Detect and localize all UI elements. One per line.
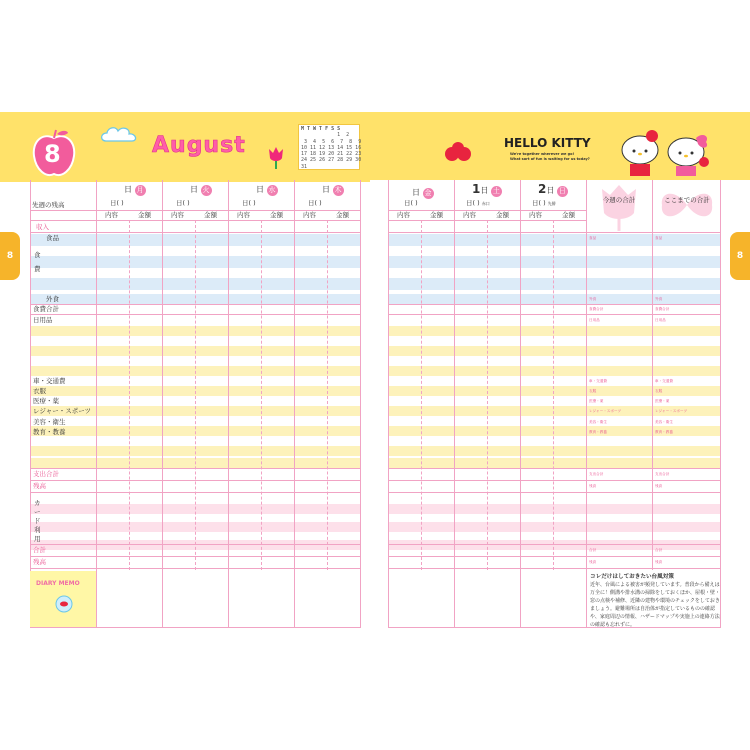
row-bg <box>388 504 720 514</box>
calendar-week: 3 4 5 6 7 8 9 <box>301 138 362 145</box>
side-label: 医療・薬 <box>589 399 604 403</box>
content-label: 内容 <box>529 211 542 219</box>
category-label: 医療・薬 <box>33 397 59 405</box>
row-bg <box>388 386 720 396</box>
border <box>96 180 97 628</box>
amount-label: 金額 <box>430 211 443 219</box>
side-label: 支出合計 <box>589 472 604 476</box>
hline <box>388 468 720 469</box>
hline <box>388 314 720 315</box>
category-label: レジャー・スポーツ <box>33 407 91 415</box>
side-label: 合計 <box>655 548 663 552</box>
side-label: 衣服 <box>589 389 597 393</box>
calendar-header: M T W T F S S <box>301 126 341 132</box>
side-label: レジャー・スポーツ <box>655 409 688 413</box>
row-bg <box>388 446 720 456</box>
calendar-week: 1 2 <box>301 132 350 139</box>
balance-label: 残高 <box>33 558 46 566</box>
amount-label: 金額 <box>204 211 217 219</box>
hline <box>30 492 360 493</box>
border <box>520 180 521 628</box>
border <box>360 180 361 628</box>
date-field[interactable]: 日( ) <box>242 199 256 207</box>
divider <box>487 220 488 570</box>
day-header: 日 木 <box>322 185 342 194</box>
calendar-week: 17 18 19 20 21 22 23 <box>301 151 362 158</box>
side-label: 残高 <box>655 484 663 488</box>
side-label: 車・交通費 <box>655 379 673 383</box>
content-label: 内容 <box>237 211 250 219</box>
hline <box>30 480 360 481</box>
day-header: 日 月 <box>124 185 144 194</box>
hline <box>30 232 360 233</box>
day-header: 日 火 <box>190 185 210 194</box>
row-bg <box>388 522 720 532</box>
expense-total-label: 支出合計 <box>33 470 59 478</box>
food-label: 食品 <box>46 234 59 242</box>
date-field[interactable]: 日( ) 赤口 <box>466 199 490 207</box>
side-label: 教育・教養 <box>655 430 673 434</box>
month-number: 8 <box>44 140 61 168</box>
brand-title: HELLO KITTY <box>504 136 591 150</box>
content-label: 内容 <box>463 211 476 219</box>
amount-label: 金額 <box>562 211 575 219</box>
border <box>228 180 229 628</box>
hline <box>388 568 720 569</box>
category-label: 日用品 <box>33 316 53 324</box>
category-label: 衣服 <box>33 387 46 395</box>
month-name: August <box>152 133 246 158</box>
side-label: 衣服 <box>655 389 663 393</box>
month-tab-right[interactable]: 8 <box>730 232 750 280</box>
divider <box>195 220 196 570</box>
date-field[interactable]: 日( ) 先勝 <box>532 199 556 207</box>
divider <box>553 220 554 570</box>
border <box>294 180 295 628</box>
hline <box>388 304 720 305</box>
hline <box>30 544 360 545</box>
row-bg <box>388 366 720 376</box>
day-header: 日 金 <box>412 188 432 197</box>
food-total-label: 食費合計 <box>33 305 59 313</box>
day-header: 2日 日 <box>538 182 566 196</box>
day-header: 1日 土 <box>472 182 500 196</box>
side-label: 教育・教養 <box>589 430 607 434</box>
content-label: 内容 <box>171 211 184 219</box>
amount-label: 金額 <box>496 211 509 219</box>
row-bg <box>388 256 720 268</box>
divider <box>261 220 262 570</box>
row-bg <box>388 346 720 356</box>
side-label: 車・交通費 <box>589 379 607 383</box>
side-label: 食費合計 <box>655 307 670 311</box>
border <box>652 180 653 570</box>
weekly-total-header: 今週の合計 <box>602 196 636 204</box>
amount-label: 金額 <box>336 211 349 219</box>
diary-memo-title: DIARY MEMO <box>36 580 80 587</box>
side-label: 食品 <box>589 236 597 240</box>
tulip-icon <box>266 145 286 169</box>
calendar-week: 24 25 26 27 28 29 30 <box>301 157 362 164</box>
amount-label: 金額 <box>138 211 151 219</box>
category-label: 教育・教養 <box>33 428 66 436</box>
hline <box>388 544 720 545</box>
day-header: 日 水 <box>256 185 276 194</box>
card-use-label: カード利用 <box>34 499 41 543</box>
row-bg <box>388 540 720 550</box>
hline <box>388 556 720 557</box>
side-label: 食費合計 <box>589 307 604 311</box>
eating-out-label: 外食 <box>46 295 59 303</box>
brand-subtitle: We're together wherever we go! What sort of fun is waiting for us today? <box>510 152 590 161</box>
income-label: 収入 <box>36 223 49 231</box>
row-bg <box>388 458 720 468</box>
border <box>454 180 455 628</box>
date-field[interactable]: 日( ) <box>110 199 124 207</box>
hline <box>388 232 720 233</box>
cloud-icon <box>100 123 140 145</box>
side-label: 日用品 <box>655 318 666 322</box>
hline <box>388 492 720 493</box>
side-label: 日用品 <box>589 318 600 322</box>
divider <box>129 220 130 570</box>
content-label: 内容 <box>397 211 410 219</box>
prev-balance-label: 先週の残高 <box>32 201 65 209</box>
balance-label: 残高 <box>33 482 46 490</box>
tip-title: コレだけはしておきたい台風対策 <box>590 574 674 580</box>
content-label: 内容 <box>303 211 316 219</box>
calendar-week: 31 <box>301 163 308 170</box>
tip-body: 近年、台風による被害が頻発しています。普段から備えは万全に！側溝や排水溝の掃除をしておくほか、屋根・壁・窓の点検や補修、近隣の建物や環境のチェックをしておきましょう。避難場所は自治体が指定しているものの確認や、家庭周辺の情報、ハザードマップや実施上の連絡方法の確認も忘れずに。 <box>590 582 721 628</box>
divider <box>421 220 422 570</box>
goldfish-bowl-icon <box>54 593 74 613</box>
hline <box>30 304 360 305</box>
hline <box>30 627 360 628</box>
side-label: 美容・衛生 <box>655 420 673 424</box>
divider <box>327 220 328 570</box>
tip-note <box>590 573 720 629</box>
border <box>30 180 31 628</box>
cumulative-total-header: ここまでの合計 <box>664 196 710 204</box>
total-label: 合計 <box>33 546 46 554</box>
border <box>720 180 721 628</box>
side-label: 支出合計 <box>655 472 670 476</box>
hline <box>30 468 360 469</box>
border <box>388 180 389 628</box>
side-label: 食品 <box>655 236 663 240</box>
tulip-badge-icon <box>598 183 640 231</box>
side-label: 外食 <box>589 297 597 301</box>
category-label: 美容・衛生 <box>33 418 66 426</box>
hline <box>388 480 720 481</box>
amount-label: 金額 <box>270 211 283 219</box>
side-label: 残高 <box>589 484 597 488</box>
row-bg <box>388 294 720 304</box>
side-label: 合計 <box>589 548 597 552</box>
mini-calendar <box>298 124 360 170</box>
side-label: 医療・薬 <box>655 399 670 403</box>
category-label: 車・交通費 <box>33 377 66 385</box>
content-label: 内容 <box>105 211 118 219</box>
side-label: 美容・衛生 <box>589 420 607 424</box>
row-bg <box>388 326 720 336</box>
kitty-characters-icon <box>616 124 712 178</box>
side-label: 残高 <box>655 560 663 564</box>
row-bg <box>388 278 720 290</box>
hline <box>30 568 360 569</box>
border <box>162 180 163 628</box>
side-label: レジャー・スポーツ <box>589 409 622 413</box>
side-label: 外食 <box>655 297 663 301</box>
date-field[interactable]: 日( ) <box>308 199 322 207</box>
apples-icon <box>444 140 472 164</box>
bow-badge-icon <box>658 185 716 225</box>
border <box>586 180 587 628</box>
date-field[interactable]: 日( ) <box>176 199 190 207</box>
date-field[interactable]: 日( ) <box>404 199 418 207</box>
month-tab-left[interactable]: 8 <box>0 232 20 280</box>
hline <box>388 220 586 221</box>
hline <box>30 220 360 221</box>
calendar-week: 10 11 12 13 14 15 16 <box>301 144 362 151</box>
side-label: 残高 <box>589 560 597 564</box>
hline <box>30 314 360 315</box>
hline <box>30 556 360 557</box>
row-bg <box>388 234 720 246</box>
hline <box>388 210 586 211</box>
food-group-label: 食費 <box>34 251 41 273</box>
